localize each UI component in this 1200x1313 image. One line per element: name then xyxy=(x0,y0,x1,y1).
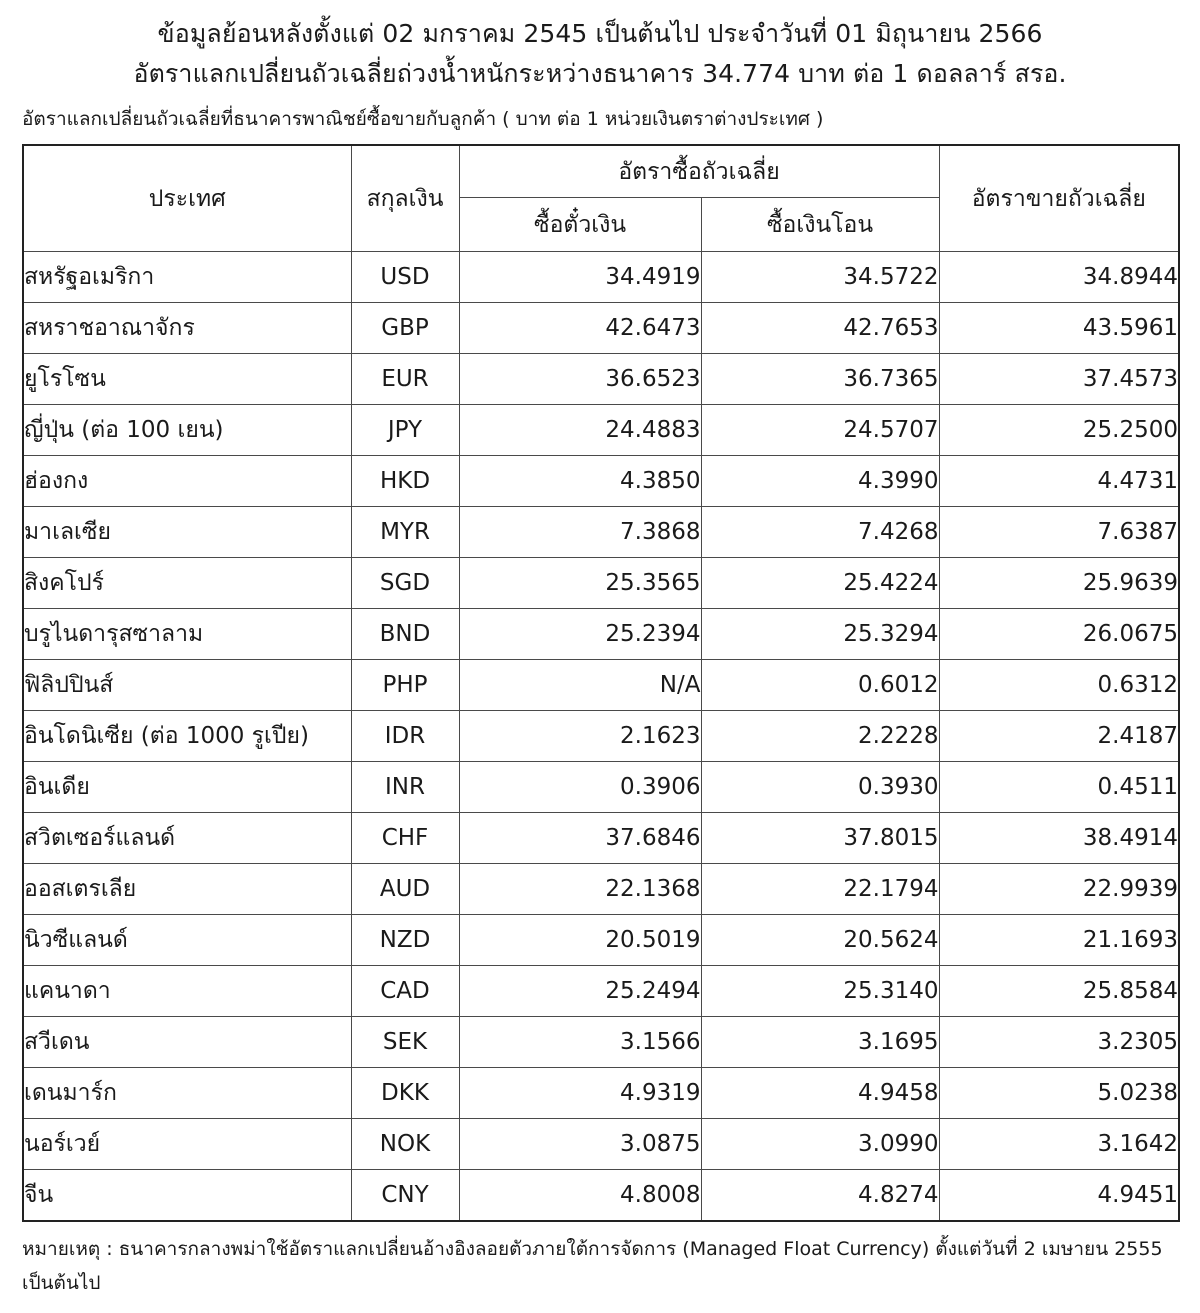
cell-currency-code: GBP xyxy=(351,303,459,354)
cell-country: นิวซีแลนด์ xyxy=(23,915,351,966)
cell-country: จีน xyxy=(23,1170,351,1222)
cell-currency-code: CNY xyxy=(351,1170,459,1222)
table-body xyxy=(23,252,1179,1222)
cell-buy-transfer: 0.3930 xyxy=(701,762,939,813)
cell-sell: 43.5961 xyxy=(939,303,1179,354)
cell-country: อินเดีย xyxy=(23,762,351,813)
cell-sell: 38.4914 xyxy=(939,813,1179,864)
cell-sell: 0.6312 xyxy=(939,660,1179,711)
cell-buy-bill: 2.1623 xyxy=(459,711,701,762)
cell-currency-code: EUR xyxy=(351,354,459,405)
table-footnote: หมายเหตุ : ธนาคารกลางพม่าใช้อัตราแลกเปลี่ยนอ้างอิงลอยตัวภายใต้การจัดการ (Managed Float Currency) ตั้งแต่วันที่ 2 เมษายน 2555 เป็นต้นไป xyxy=(22,1238,1163,1294)
page-header xyxy=(0,0,1200,94)
cell-currency-code: CAD xyxy=(351,966,459,1017)
table-row xyxy=(23,609,1179,660)
cell-country: ยูโรโซน xyxy=(23,354,351,405)
column-header-country: ประเทศ xyxy=(23,145,351,252)
cell-currency-code: SEK xyxy=(351,1017,459,1068)
cell-buy-transfer: 4.3990 xyxy=(701,456,939,507)
cell-country: บรูไนดารุสซาลาม xyxy=(23,609,351,660)
cell-currency-code: PHP xyxy=(351,660,459,711)
cell-sell: 7.6387 xyxy=(939,507,1179,558)
cell-sell: 37.4573 xyxy=(939,354,1179,405)
cell-country: ฮ่องกง xyxy=(23,456,351,507)
cell-buy-bill: 3.0875 xyxy=(459,1119,701,1170)
table-row xyxy=(23,915,1179,966)
cell-buy-bill: 25.3565 xyxy=(459,558,701,609)
table-row xyxy=(23,456,1179,507)
cell-buy-transfer: 36.7365 xyxy=(701,354,939,405)
cell-buy-bill: 25.2394 xyxy=(459,609,701,660)
cell-currency-code: NZD xyxy=(351,915,459,966)
cell-sell: 5.0238 xyxy=(939,1068,1179,1119)
cell-buy-transfer: 24.5707 xyxy=(701,405,939,456)
cell-currency-code: BND xyxy=(351,609,459,660)
table-row xyxy=(23,762,1179,813)
cell-currency-code: DKK xyxy=(351,1068,459,1119)
cell-sell: 2.4187 xyxy=(939,711,1179,762)
table-header-row-1 xyxy=(23,145,1179,198)
table-row xyxy=(23,660,1179,711)
table-row xyxy=(23,864,1179,915)
cell-buy-bill: 4.3850 xyxy=(459,456,701,507)
cell-country: สิงคโปร์ xyxy=(23,558,351,609)
cell-sell: 34.8944 xyxy=(939,252,1179,303)
cell-sell: 21.1693 xyxy=(939,915,1179,966)
cell-sell: 0.4511 xyxy=(939,762,1179,813)
cell-buy-transfer: 25.3140 xyxy=(701,966,939,1017)
cell-currency-code: NOK xyxy=(351,1119,459,1170)
cell-currency-code: USD xyxy=(351,252,459,303)
cell-country: สวิตเซอร์แลนด์ xyxy=(23,813,351,864)
cell-sell: 22.9939 xyxy=(939,864,1179,915)
table-header xyxy=(23,145,1179,252)
table-subtitle: อัตราแลกเปลี่ยนถัวเฉลี่ยที่ธนาคารพาณิชย์ซื้อขายกับลูกค้า ( บาท ต่อ 1 หน่วยเงินตราต่างประเทศ ) xyxy=(22,108,824,130)
cell-buy-transfer: 42.7653 xyxy=(701,303,939,354)
cell-buy-transfer: 25.3294 xyxy=(701,609,939,660)
cell-buy-bill: 22.1368 xyxy=(459,864,701,915)
cell-buy-transfer: 4.8274 xyxy=(701,1170,939,1222)
table-row xyxy=(23,1170,1179,1222)
cell-buy-bill: N/A xyxy=(459,660,701,711)
page-title-line-1: ข้อมูลย้อนหลังตั้งแต่ 02 มกราคม 2545 เป็นต้นไป ประจำวันที่ 01 มิถุนายน 2566 xyxy=(157,19,1043,48)
table-row xyxy=(23,354,1179,405)
cell-buy-transfer: 7.4268 xyxy=(701,507,939,558)
table-row xyxy=(23,252,1179,303)
cell-currency-code: JPY xyxy=(351,405,459,456)
cell-buy-bill: 34.4919 xyxy=(459,252,701,303)
exchange-rate-table xyxy=(22,144,1180,1222)
cell-buy-bill: 24.4883 xyxy=(459,405,701,456)
table-row xyxy=(23,966,1179,1017)
cell-buy-bill: 36.6523 xyxy=(459,354,701,405)
cell-buy-bill: 20.5019 xyxy=(459,915,701,966)
cell-buy-transfer: 0.6012 xyxy=(701,660,939,711)
cell-country: มาเลเซีย xyxy=(23,507,351,558)
cell-buy-transfer: 3.1695 xyxy=(701,1017,939,1068)
cell-country: เดนมาร์ก xyxy=(23,1068,351,1119)
cell-sell: 25.9639 xyxy=(939,558,1179,609)
cell-buy-transfer: 4.9458 xyxy=(701,1068,939,1119)
table-row xyxy=(23,303,1179,354)
cell-buy-transfer: 3.0990 xyxy=(701,1119,939,1170)
cell-buy-bill: 4.8008 xyxy=(459,1170,701,1222)
cell-currency-code: HKD xyxy=(351,456,459,507)
cell-currency-code: INR xyxy=(351,762,459,813)
table-row xyxy=(23,813,1179,864)
cell-sell: 25.2500 xyxy=(939,405,1179,456)
table-row xyxy=(23,1068,1179,1119)
cell-currency-code: CHF xyxy=(351,813,459,864)
cell-buy-bill: 3.1566 xyxy=(459,1017,701,1068)
cell-country: ออสเตรเลีย xyxy=(23,864,351,915)
cell-currency-code: SGD xyxy=(351,558,459,609)
table-row xyxy=(23,558,1179,609)
cell-buy-bill: 37.6846 xyxy=(459,813,701,864)
table-row xyxy=(23,1017,1179,1068)
column-header-currency: สกุลเงิน xyxy=(351,145,459,252)
cell-country: ญี่ปุ่น (ต่อ 100 เยน) xyxy=(23,405,351,456)
cell-currency-code: AUD xyxy=(351,864,459,915)
cell-buy-bill: 7.3868 xyxy=(459,507,701,558)
page-title-line-2: อัตราแลกเปลี่ยนถัวเฉลี่ยถ่วงน้ำหนักระหว่างธนาคาร 34.774 บาท ต่อ 1 ดอลลาร์ สรอ. xyxy=(133,59,1067,88)
cell-currency-code: MYR xyxy=(351,507,459,558)
cell-buy-transfer: 2.2228 xyxy=(701,711,939,762)
cell-country: นอร์เวย์ xyxy=(23,1119,351,1170)
cell-buy-bill: 42.6473 xyxy=(459,303,701,354)
table-row xyxy=(23,711,1179,762)
cell-country: อินโดนิเซีย (ต่อ 1000 รูเปีย) xyxy=(23,711,351,762)
cell-country: สหรัฐอเมริกา xyxy=(23,252,351,303)
cell-buy-transfer: 37.8015 xyxy=(701,813,939,864)
cell-country: แคนาดา xyxy=(23,966,351,1017)
cell-country: ฟิลิปปินส์ xyxy=(23,660,351,711)
cell-buy-bill: 0.3906 xyxy=(459,762,701,813)
cell-sell: 3.1642 xyxy=(939,1119,1179,1170)
cell-country: สหราชอาณาจักร xyxy=(23,303,351,354)
column-header-sell: อัตราขายถัวเฉลี่ย xyxy=(939,145,1179,252)
table-row xyxy=(23,1119,1179,1170)
table-row xyxy=(23,507,1179,558)
cell-buy-transfer: 25.4224 xyxy=(701,558,939,609)
column-header-buy-transfer: ซื้อเงินโอน xyxy=(701,198,939,252)
cell-currency-code: IDR xyxy=(351,711,459,762)
cell-sell: 4.4731 xyxy=(939,456,1179,507)
cell-country: สวีเดน xyxy=(23,1017,351,1068)
column-header-buy-group: อัตราซื้อถัวเฉลี่ย xyxy=(459,145,939,198)
cell-buy-transfer: 34.5722 xyxy=(701,252,939,303)
cell-buy-bill: 4.9319 xyxy=(459,1068,701,1119)
table-row xyxy=(23,405,1179,456)
cell-sell: 4.9451 xyxy=(939,1170,1179,1222)
cell-sell: 25.8584 xyxy=(939,966,1179,1017)
cell-sell: 26.0675 xyxy=(939,609,1179,660)
cell-sell: 3.2305 xyxy=(939,1017,1179,1068)
cell-buy-bill: 25.2494 xyxy=(459,966,701,1017)
cell-buy-transfer: 20.5624 xyxy=(701,915,939,966)
cell-buy-transfer: 22.1794 xyxy=(701,864,939,915)
column-header-buy-bill: ซื้อตั๋วเงิน xyxy=(459,198,701,252)
